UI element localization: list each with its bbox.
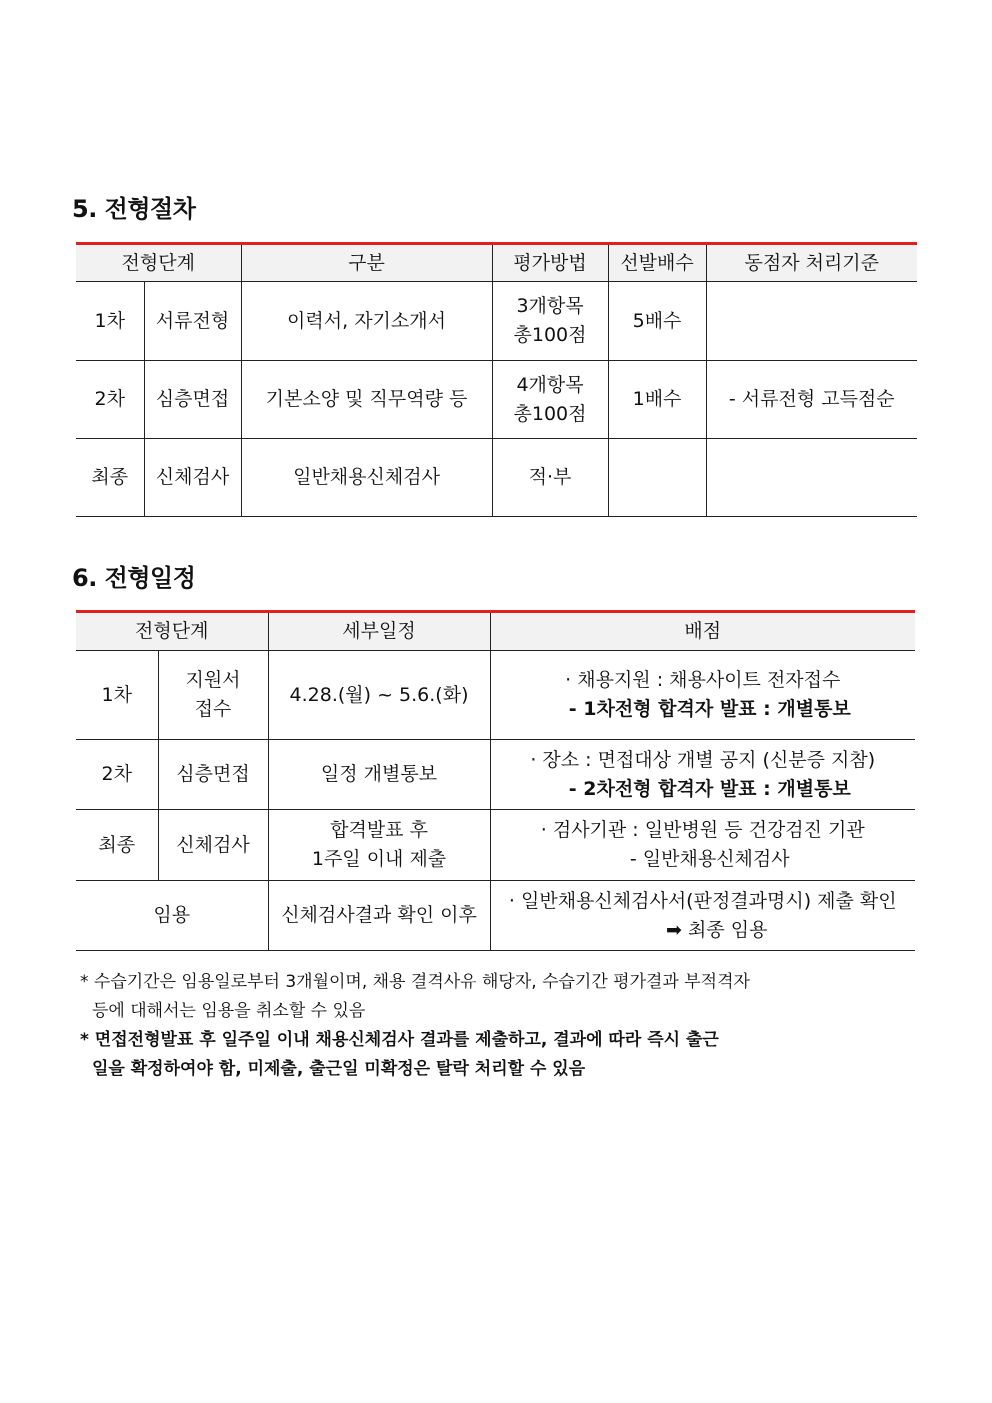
header-schedule: 세부일정 xyxy=(268,612,490,651)
schedule-cell xyxy=(268,810,490,881)
tiebreak-cell: - 서류전형 고득점순 xyxy=(706,361,917,439)
stage-cell: 1차 xyxy=(76,282,144,361)
allocation-cell xyxy=(490,740,915,810)
table-row xyxy=(76,881,915,951)
table-row xyxy=(76,810,915,881)
table-row xyxy=(76,361,917,439)
schedule-line-2: 1주일 이내 제출 xyxy=(311,848,447,870)
table-row xyxy=(76,651,915,740)
medical-check-note-line-2: 일을 확정하여야 함, 미제출, 출근일 미확정은 탈락 처리할 수 있음 xyxy=(92,1059,586,1079)
header-tiebreak: 동점자 처리기준 xyxy=(706,244,917,282)
header-stage: 전형단계 xyxy=(76,244,241,282)
ratio-cell: 5배수 xyxy=(608,282,706,361)
probation-note-line-1: * 수습기간은 임용일로부터 3개월이며, 채용 결격사유 해당자, 수습기간 평가결과 부적격자 xyxy=(80,972,750,992)
tiebreak-cell xyxy=(706,439,917,517)
header-allocation: 배점 xyxy=(490,612,915,651)
eval-line-1: 4개항목 xyxy=(516,373,584,396)
schedule-cell: 4.28.(월) ~ 5.6.(화) xyxy=(268,651,490,740)
selection-procedure-table xyxy=(76,242,917,517)
header-evaluation: 평가방법 xyxy=(492,244,608,282)
allocation-line-2: ➡ 최종 임용 xyxy=(666,918,768,941)
step-line-1: 지원서 xyxy=(185,669,241,691)
header-stage: 전형단계 xyxy=(76,612,268,651)
content-cell: 이력서, 자기소개서 xyxy=(241,282,492,361)
eval-line-2: 총100점 xyxy=(513,324,587,346)
allocation-line-1: · 검사기관 : 일반병원 등 건강검진 기관 xyxy=(540,819,865,841)
table-header-row xyxy=(76,612,915,651)
content-cell: 일반채용신체검사 xyxy=(241,439,492,517)
eval-cell xyxy=(492,361,608,439)
allocation-cell xyxy=(490,881,915,951)
medical-check-note xyxy=(80,1026,922,1084)
stage-cell: 최종 xyxy=(76,810,158,881)
allocation-line-2: - 일반채용신체검사 xyxy=(629,848,790,870)
content-cell: 기본소양 및 직무역량 등 xyxy=(241,361,492,439)
medical-check-note-line-1: * 면접전형발표 후 일주일 이내 채용신체검사 결과를 제출하고, 결과에 따라 즉시 출근 xyxy=(80,1030,719,1050)
ratio-cell: 1배수 xyxy=(608,361,706,439)
allocation-line-2: - 1차전형 합격자 발표 : 개별통보 xyxy=(568,698,851,720)
probation-note-line-2: 등에 대해서는 임용을 취소할 수 있음 xyxy=(92,1001,366,1021)
eval-cell xyxy=(492,282,608,361)
table-header-row xyxy=(76,244,917,282)
section-6-title: 6. 전형일정 xyxy=(72,564,196,592)
schedule-cell: 일정 개별통보 xyxy=(268,740,490,810)
schedule-line-1: 합격발표 후 xyxy=(330,819,428,841)
header-category: 구분 xyxy=(241,244,492,282)
selection-schedule-table xyxy=(76,610,915,951)
tiebreak-cell xyxy=(706,282,917,361)
type-cell: 심층면접 xyxy=(144,361,241,439)
table-row xyxy=(76,282,917,361)
type-cell: 신체검사 xyxy=(144,439,241,517)
eval-cell: 적·부 xyxy=(492,439,608,517)
table-row xyxy=(76,439,917,517)
stage-cell: 1차 xyxy=(76,651,158,740)
stage-cell: 최종 xyxy=(76,439,144,517)
step-cell xyxy=(158,651,268,740)
header-ratio: 선발배수 xyxy=(608,244,706,282)
schedule-cell: 신체검사결과 확인 이후 xyxy=(268,881,490,951)
allocation-line-1: · 일반채용신체검사서(판정결과명시) 제출 확인 xyxy=(508,889,897,912)
eval-line-1: 3개항목 xyxy=(516,295,584,317)
table-row xyxy=(76,740,915,810)
section-5-title: 5. 전형절차 xyxy=(72,195,196,223)
step-cell: 신체검사 xyxy=(158,810,268,881)
probation-note xyxy=(80,968,922,1026)
allocation-line-2: - 2차전형 합격자 발표 : 개별통보 xyxy=(568,777,851,800)
ratio-cell xyxy=(608,439,706,517)
stage-cell: 2차 xyxy=(76,361,144,439)
allocation-line-1: · 채용지원 : 채용사이트 전자접수 xyxy=(565,669,841,691)
step-cell: 심층면접 xyxy=(158,740,268,810)
stage-cell: 2차 xyxy=(76,740,158,810)
stage-cell: 임용 xyxy=(76,881,268,951)
type-cell: 서류전형 xyxy=(144,282,241,361)
eval-line-2: 총100점 xyxy=(513,402,587,425)
allocation-cell xyxy=(490,810,915,881)
step-line-2: 접수 xyxy=(194,698,232,720)
allocation-line-1: · 장소 : 면접대상 개별 공지 (신분증 지참) xyxy=(530,748,876,771)
allocation-cell xyxy=(490,651,915,740)
